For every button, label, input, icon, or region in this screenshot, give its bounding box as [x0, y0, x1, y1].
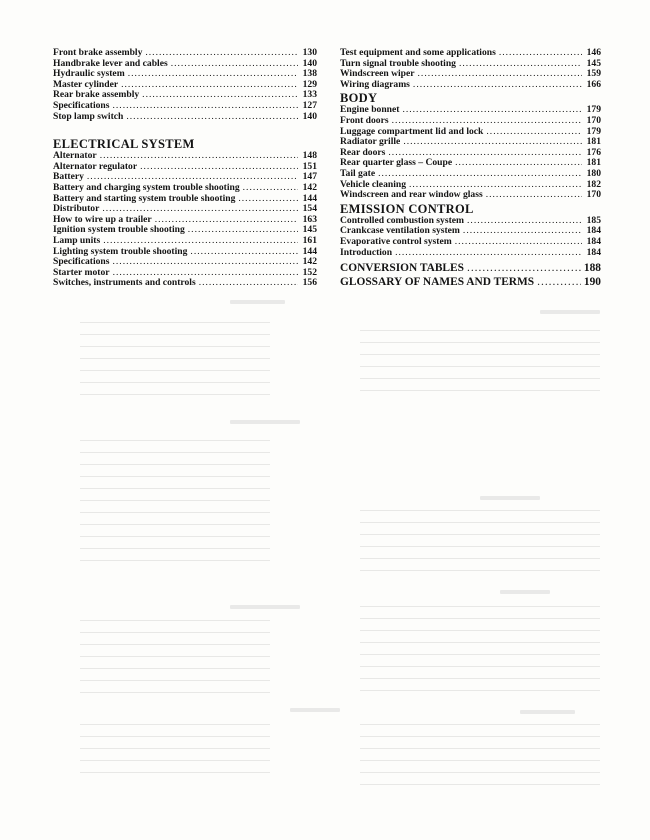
toc-entry[interactable]	[53, 162, 317, 173]
body-heading: BODY	[340, 91, 378, 106]
entry-page-number: 144	[302, 245, 317, 257]
dot-leader	[467, 216, 582, 227]
toc-entry[interactable]	[340, 190, 601, 201]
entry-title: Evaporative control system	[340, 235, 452, 247]
toc-entry[interactable]	[53, 278, 317, 289]
toc-right-column	[340, 48, 601, 289]
entry-title: Engine bonnet	[340, 104, 400, 116]
dot-leader	[378, 169, 582, 180]
entry-title: CONVERSION TABLES	[340, 262, 464, 275]
dot-leader	[455, 158, 582, 169]
entry-page-number: 170	[586, 189, 601, 201]
dot-leader	[467, 261, 581, 275]
brakes-entries	[53, 48, 317, 122]
entry-page-number: 142	[302, 181, 317, 193]
entry-page-number: 176	[586, 146, 601, 158]
entry-page-number: 170	[586, 114, 601, 126]
entry-title: Specifications	[53, 256, 110, 268]
dot-leader	[499, 48, 582, 59]
entry-title: How to wire up a trailer	[53, 213, 152, 225]
toc-entry[interactable]	[53, 112, 317, 123]
entry-title: Handbrake lever and cables	[53, 57, 168, 69]
entry-page-number: 181	[586, 157, 601, 169]
entry-title: Lamp units	[53, 234, 101, 246]
dot-leader	[188, 225, 298, 236]
entry-page-number: 190	[583, 276, 601, 289]
dot-leader	[140, 162, 298, 173]
entry-title: Ignition system trouble shooting	[53, 224, 185, 236]
entry-title: Radiator grille	[340, 136, 401, 148]
entry-page-number: 152	[302, 266, 317, 278]
entry-title: Crankcase ventilation system	[340, 225, 460, 237]
toc-entry[interactable]	[340, 169, 601, 180]
dot-leader	[103, 236, 298, 247]
entry-title: Windscreen wiper	[340, 68, 415, 80]
toc-left-column	[53, 48, 317, 289]
entry-title: Controlled combustion system	[340, 214, 465, 226]
entry-title: Rear quarter glass – Coupe	[340, 157, 453, 169]
entry-page-number: 127	[302, 99, 317, 111]
toc-entry[interactable]	[340, 116, 601, 127]
entry-page-number: 144	[302, 192, 317, 204]
dot-leader	[145, 48, 298, 59]
entry-title: Introduction	[340, 246, 393, 258]
dot-leader	[126, 112, 298, 123]
dot-leader	[113, 101, 299, 112]
entry-title: Distributor	[53, 203, 100, 215]
entry-title: Stop lamp switch	[53, 110, 124, 122]
emission-entries	[340, 216, 601, 258]
dot-leader	[392, 116, 582, 127]
dot-leader	[190, 247, 298, 258]
dot-leader	[418, 69, 582, 80]
dot-leader	[243, 183, 298, 194]
dot-leader	[486, 127, 582, 138]
entry-page-number: 184	[586, 235, 601, 247]
entry-page-number: 181	[586, 136, 601, 148]
dot-leader	[128, 69, 298, 80]
entry-title: Battery and charging system trouble shooting	[53, 181, 240, 193]
entry-page-number: 180	[586, 167, 601, 179]
dot-leader	[199, 278, 298, 289]
section-spacer	[53, 122, 317, 137]
entry-page-number: 161	[302, 234, 317, 246]
entry-page-number: 182	[586, 178, 601, 190]
entry-title: Vehicle cleaning	[340, 178, 406, 190]
toc-entry[interactable]	[53, 101, 317, 112]
toc-entry[interactable]	[53, 183, 317, 194]
entry-page-number: 151	[302, 160, 317, 172]
dot-leader	[403, 137, 582, 148]
dot-leader	[142, 90, 298, 101]
entry-page-number: 148	[302, 150, 317, 162]
emission-control-heading: EMISSION CONTROL	[340, 201, 474, 216]
electrical-system-heading: ELECTRICAL SYSTEM	[53, 137, 195, 152]
entry-page-number: 133	[302, 89, 317, 101]
entry-title: Alternator regulator	[53, 160, 138, 172]
entry-page-number: 145	[586, 57, 601, 69]
entry-page-number: 179	[586, 125, 601, 137]
dot-leader	[395, 248, 582, 259]
entry-title: Luggage compartment lid and lock	[340, 125, 484, 137]
entry-title: Tail gate	[340, 167, 376, 179]
entry-page-number: 163	[302, 213, 317, 225]
entry-page-number: 185	[586, 214, 601, 226]
entry-page-number: 129	[302, 78, 317, 90]
entry-page-number: 145	[302, 224, 317, 236]
entry-page-number: 140	[302, 57, 317, 69]
entry-title: Rear doors	[340, 146, 386, 158]
entry-title: Battery and starting system trouble shooting	[53, 192, 236, 204]
toc-entry[interactable]	[53, 236, 317, 247]
entry-title: Wiring diagrams	[340, 78, 410, 90]
dot-leader	[459, 59, 582, 70]
entry-title: Hydraulic system	[53, 68, 125, 80]
entry-title: Windscreen and rear window glass	[340, 189, 483, 201]
entry-page-number: 159	[586, 68, 601, 80]
dot-leader	[402, 105, 582, 116]
entry-page-number: 147	[302, 171, 317, 183]
entry-title: Starter motor	[53, 266, 110, 278]
entry-page-number: 184	[586, 225, 601, 237]
dot-leader	[486, 190, 582, 201]
dot-leader	[413, 80, 582, 91]
toc-entry[interactable]	[340, 48, 601, 59]
dot-leader	[537, 275, 581, 289]
electrical-continued-entries	[340, 48, 601, 90]
entry-title: Lighting system trouble shooting	[53, 245, 188, 257]
entry-page-number: 146	[586, 47, 601, 58]
entry-page-number: 142	[302, 256, 317, 268]
entry-title: Battery	[53, 171, 84, 183]
entry-title: Master cylinder	[53, 78, 119, 90]
entry-title: Front doors	[340, 114, 389, 126]
toc-entry[interactable]	[340, 248, 601, 259]
entry-page-number: 188	[583, 262, 601, 275]
entry-title: Turn signal trouble shooting	[340, 57, 456, 69]
entry-page-number: 138	[302, 68, 317, 80]
entry-page-number: 156	[302, 277, 317, 289]
entry-title: Alternator	[53, 150, 97, 162]
entry-page-number: 130	[302, 47, 317, 58]
entry-page-number: 154	[302, 203, 317, 215]
dot-leader	[238, 194, 298, 205]
entry-title: Test equipment and some applications	[340, 47, 496, 58]
entry-title: Specifications	[53, 99, 110, 111]
dot-leader	[171, 59, 298, 70]
dot-leader	[121, 80, 298, 91]
entry-page-number: 166	[586, 78, 601, 90]
page-bleed-through	[0, 300, 650, 820]
toc-entry-conversion-tables[interactable]	[340, 261, 601, 275]
toc-entry-glossary[interactable]	[340, 275, 601, 289]
entry-title: Front brake assembly	[53, 47, 143, 58]
body-entries	[340, 105, 601, 200]
entry-page-number: 179	[586, 104, 601, 116]
toc-entry[interactable]	[340, 80, 601, 91]
entry-page-number: 140	[302, 110, 317, 122]
entry-page-number: 184	[586, 246, 601, 258]
entry-title: GLOSSARY OF NAMES AND TERMS	[340, 276, 535, 289]
entry-title: Switches, instruments and controls	[53, 277, 196, 289]
toc-entry[interactable]	[340, 158, 601, 169]
toc-entry[interactable]	[340, 237, 601, 248]
dot-leader	[455, 237, 582, 248]
dot-leader	[113, 257, 299, 268]
toc-entry[interactable]	[53, 48, 317, 59]
electrical-entries	[53, 151, 317, 289]
dot-leader	[463, 226, 582, 237]
entry-title: Rear brake assembly	[53, 89, 140, 101]
